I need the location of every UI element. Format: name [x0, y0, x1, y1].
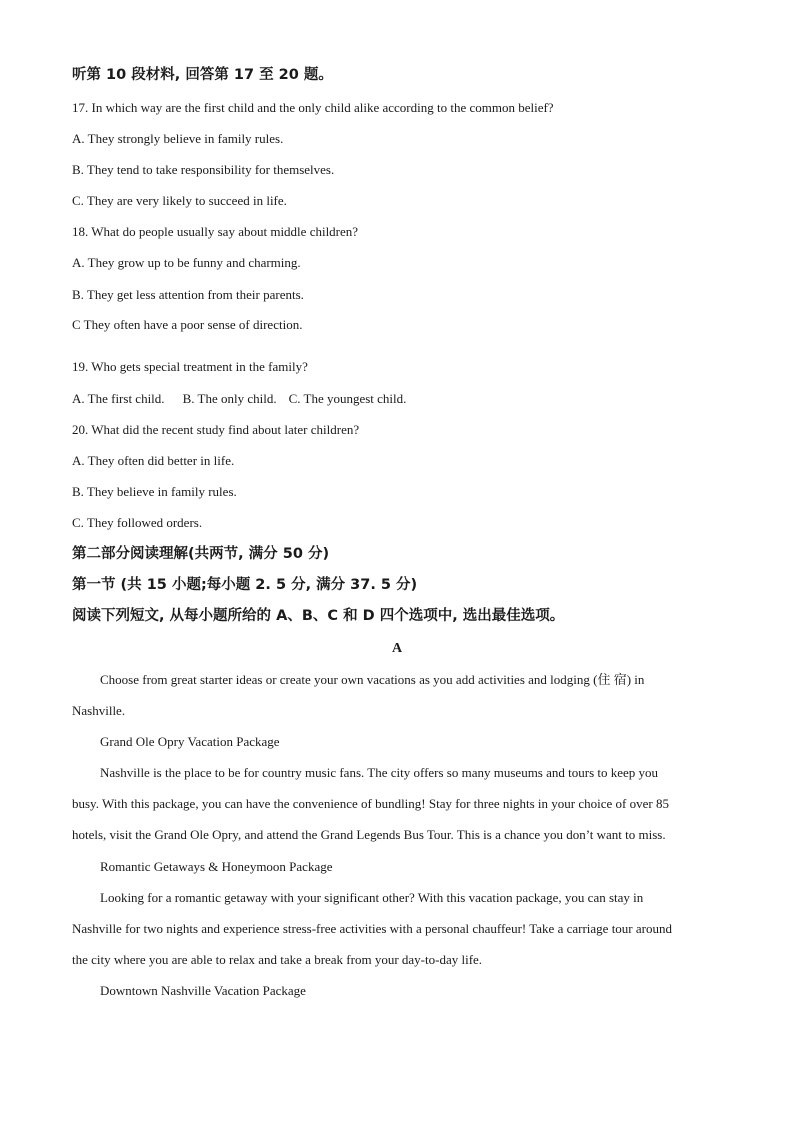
- q17-option-c: C. They are very likely to succeed in life.: [72, 193, 287, 208]
- q20-option-c: C. They followed orders.: [72, 515, 203, 530]
- passage-label: A: [391, 641, 403, 656]
- part2-instruction: 阅读下列短文, 从每小题所给的 A、B、C 和 D 四个选项中, 选出最佳选项。: [72, 608, 565, 624]
- q17-option-a: A. They strongly believe in family rules.: [72, 131, 284, 146]
- package-1-line-3: hotels, visit the Grand Ole Opry, and attend the Grand Legends Bus Tour. This is a chance you don’t want to miss.: [72, 827, 666, 842]
- section-intro: 听第 10 段材料, 回答第 17 至 20 题。: [72, 67, 333, 83]
- passage-intro-line-1: Choose from great starter ideas or create your own vacations as you add activities and lodging (住 宿) in: [100, 672, 645, 687]
- q19-option-a: A. The first child.: [72, 391, 165, 406]
- question-17: 17. In which way are the first child and the only child alike according to the common belief?: [72, 100, 554, 115]
- q18-option-c: C They often have a poor sense of direction.: [72, 317, 303, 332]
- q19-option-b: B. The only child.: [182, 391, 277, 406]
- package-2-line-2: Nashville for two nights and experience stress-free activities with a personal chauffeur! Take a carriage tour around: [72, 921, 672, 936]
- q20-option-a: A. They often did better in life.: [72, 453, 235, 468]
- question-19: 19. Who gets special treatment in the family?: [72, 359, 308, 374]
- package-2-line-3: the city where you are able to relax and take a break from your day-to-day life.: [72, 952, 483, 967]
- q17-option-b: B. They tend to take responsibility for themselves.: [72, 162, 335, 177]
- q18-option-a: A. They grow up to be funny and charming.: [72, 255, 301, 270]
- package-2-line-1: Looking for a romantic getaway with your significant other? With this vacation package, you can stay in: [100, 890, 644, 905]
- q19-option-c: C. The youngest child.: [288, 391, 407, 406]
- passage-intro-line-2: Nashville.: [72, 703, 126, 718]
- package-1-line-2: busy. With this package, you can have the convenience of bundling! Stay for three nights in your choice of over 85: [72, 796, 669, 811]
- q19-options-row: [72, 391, 406, 407]
- q20-option-b: B. They believe in family rules.: [72, 484, 237, 499]
- package-1-line-1: Nashville is the place to be for country music fans. The city offers so many museums and tours to keep you: [100, 765, 659, 780]
- question-20: 20. What did the recent study find about later children?: [72, 422, 360, 437]
- q18-option-b: B. They get less attention from their parents.: [72, 287, 304, 302]
- question-18: 18. What do people usually say about middle children?: [72, 224, 359, 239]
- package-1-title: Grand Ole Opry Vacation Package: [100, 734, 280, 749]
- part2-section1: 第一节 (共 15 小题;每小题 2. 5 分, 满分 37. 5 分): [72, 577, 418, 593]
- package-2-title: Romantic Getaways & Honeymoon Package: [100, 859, 333, 874]
- package-3-title: Downtown Nashville Vacation Package: [100, 983, 306, 998]
- part2-heading: 第二部分阅读理解(共两节, 满分 50 分): [72, 546, 330, 562]
